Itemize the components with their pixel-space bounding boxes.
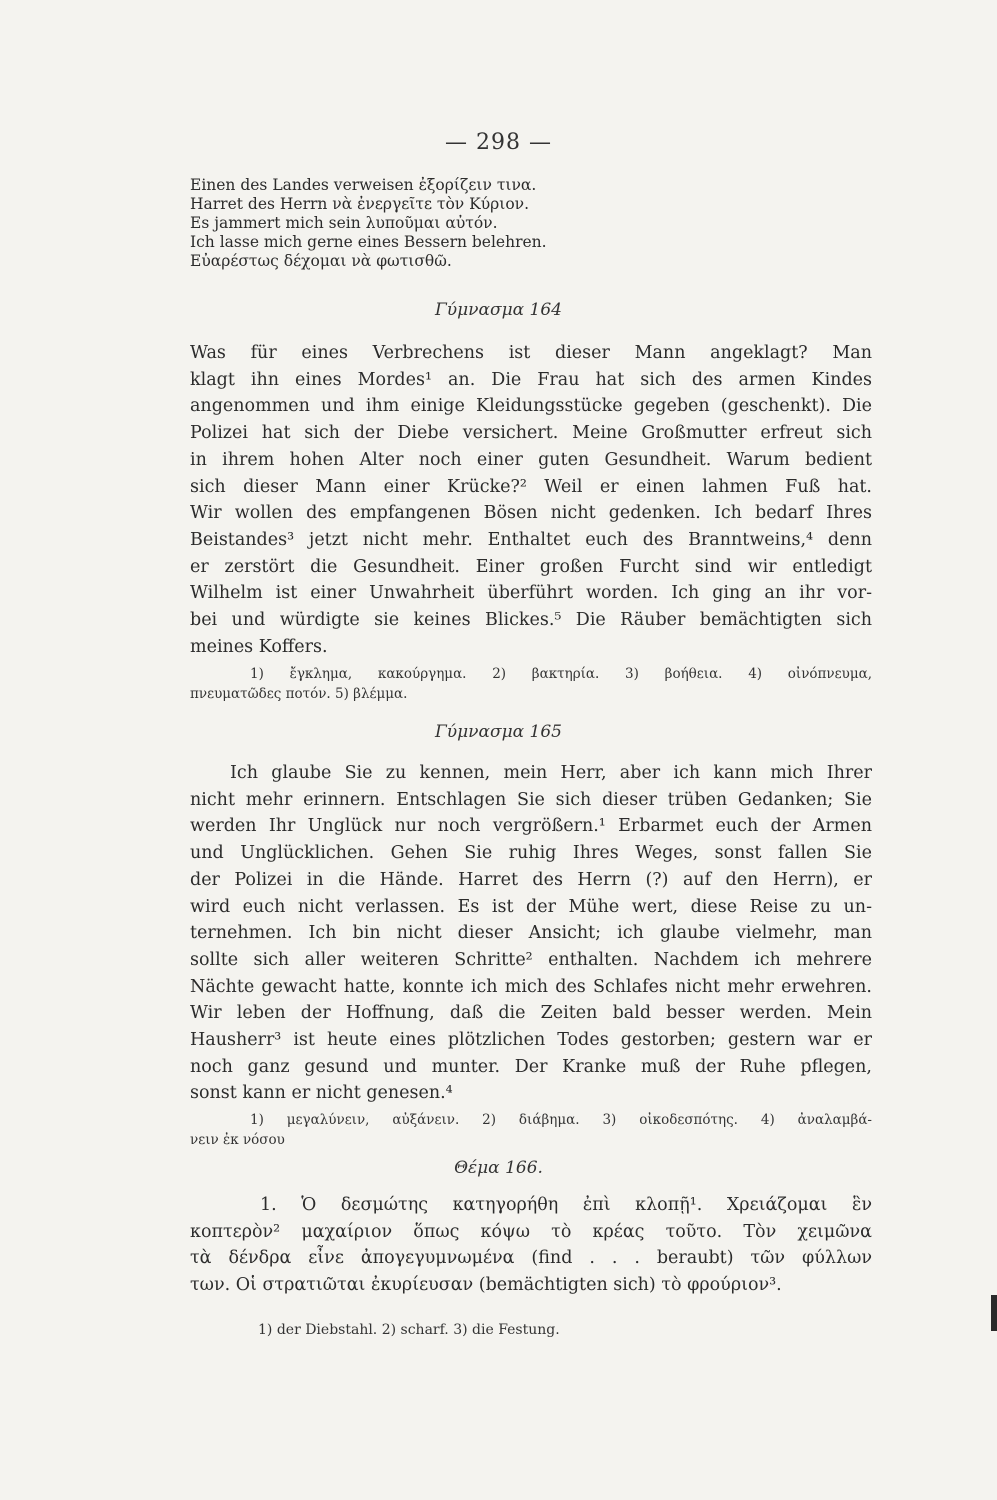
page-edge-shadow [991,1295,997,1331]
text-line: der Polizei in die Hände. Harret des Herrn (?) auf den Herrn), er [190,869,872,890]
text-line: sollte sich aller weiteren Schritte² enthalten. Nachdem ich mehrere [190,949,872,970]
text-line: nicht mehr erinnern. Entschlagen Sie sich dieser trüben Gedanken; Sie [190,789,872,810]
text-line: Nächte gewacht hatte, konnte ich mich des Schlafes nicht mehr erwehren. [190,976,872,997]
text-line: wird euch nicht verlassen. Es ist der Mühe wert, diese Reise zu un- [190,896,872,917]
text-line: 1. Ὁ δεσμώτης κατηγορήθη ἐπὶ κλοπῇ¹. Χρειάζομαι ἓν [260,1195,872,1215]
text-line: er zerstört die Gesundheit. Einer großen Furcht sind wir entledigt [190,556,872,577]
text-line: sich dieser Mann einer Krücke?² Weil er einen lahmen Fuß hat. [190,476,872,497]
text-line: bei und würdigte sie keines Blickes.⁵ Die Räuber bemächtigten sich [190,610,872,631]
theme-166-heading: Θέμα 166. [454,1158,543,1178]
text-line: und Unglücklichen. Gehen Sie ruhig Ihres Weges, sonst fallen Sie [190,843,872,864]
text-line: sonst kann er nicht genesen.⁴ [190,1083,453,1104]
exercise-164-notes [190,664,872,704]
phrase-line: Einen des Landes verweisen ἐξορίζειν τινα. [190,176,537,194]
exercise-165-text [190,760,872,1107]
exercise-165-notes [190,1110,872,1150]
text-line: meines Koffers. [190,636,328,657]
exercise-165-heading: Γύμνασμα 165 [435,722,562,742]
text-line: Polizei hat sich der Diebe versichert. Meine Großmutter erfreut sich [190,423,872,444]
theme-166-notes: 1) der Diebstahl. 2) scharf. 3) die Festung. [258,1322,560,1338]
footnote-line: 1) ἔγκλημα, κακούργημα. 2) βακτηρία. 3) βοήθεια. 4) οἰνόπνευμα, [250,666,872,682]
text-line: klagt ihn eines Mordes¹ an. Die Frau hat sich des armen Kindes [190,369,872,390]
text-line: Wir leben der Hoffnung, daß die Zeiten bald besser werden. Mein [190,1003,872,1024]
text-line: Wilhelm ist einer Unwahrheit überführt worden. Ich ging an ihr vor- [190,583,872,604]
text-line: Was für eines Verbrechens ist dieser Mann angeklagt? Man [190,343,872,363]
text-line: Ich glaube Sie zu kennen, mein Herr, aber ich kann mich Ihrer [230,763,872,783]
text-line: Hausherr³ ist heute eines plötzlichen Todes gestorben; gestern war er [190,1030,872,1051]
text-line: Wir wollen des empfangenen Bösen nicht gedenken. Ich bedarf Ihres [190,503,872,524]
text-line: angenommen und ihm einige Kleidungsstücke gegeben (geschenkt). Die [190,396,872,417]
text-line: in ihrem hohen Alter noch einer guten Gesundheit. Warum bedient [190,449,872,470]
text-line: τὰ δένδρα εἶνε ἀπογεγυμνωμένα (find . . . beraubt) τῶν φύλλων [190,1248,872,1268]
phrase-line: Ich lasse mich gerne eines Bessern belehren. [190,233,547,251]
footnote-line: νειν ἐκ νόσου [190,1132,285,1148]
text-line: Beistandes³ jetzt nicht mehr. Enthaltet euch des Branntweins,⁴ denn [190,529,872,550]
text-line: κοπτερὸν² μαχαίριον ὅπως κόψω τὸ κρέας τοῦτο. Τὸν χειμῶνα [190,1221,872,1242]
phrase-line: Es jammert mich sein λυποῦμαι αὐτόν. [190,214,498,232]
footnote-line: 1) μεγαλύνειν, αὐξάνειν. 2) διάβημα. 3) οἰκοδεσπότης. 4) ἀναλαμβά- [250,1112,872,1128]
phrase-line: Εὐαρέστως δέχομαι νὰ φωτισθῶ. [190,252,452,270]
footnote-line: πνευματῶδες ποτόν. 5) βλέμμα. [190,686,408,702]
theme-166-text [190,1192,872,1298]
text-line: ternehmen. Ich bin nicht dieser Ansicht; ich glaube vielmehr, man [190,923,872,944]
text-line: των. Οἱ στρατιῶται ἐκυρίευσαν (bemächtigten sich) τὸ φρούριον³. [190,1274,782,1295]
exercise-164-heading: Γύμνασμα 164 [435,300,562,320]
phrase-line: Harret des Herrn νὰ ἐνεργεῖτε τὸν Κύριον. [190,195,530,213]
phrase-list [190,176,872,271]
exercise-164-text [190,340,872,660]
text-line: werden Ihr Unglück nur noch vergrößern.¹ Erbarmet euch der Armen [190,816,872,837]
page-number: — 298 — [445,130,552,155]
text-line: noch ganz gesund und munter. Der Kranke muß der Ruhe pflegen, [190,1056,872,1077]
